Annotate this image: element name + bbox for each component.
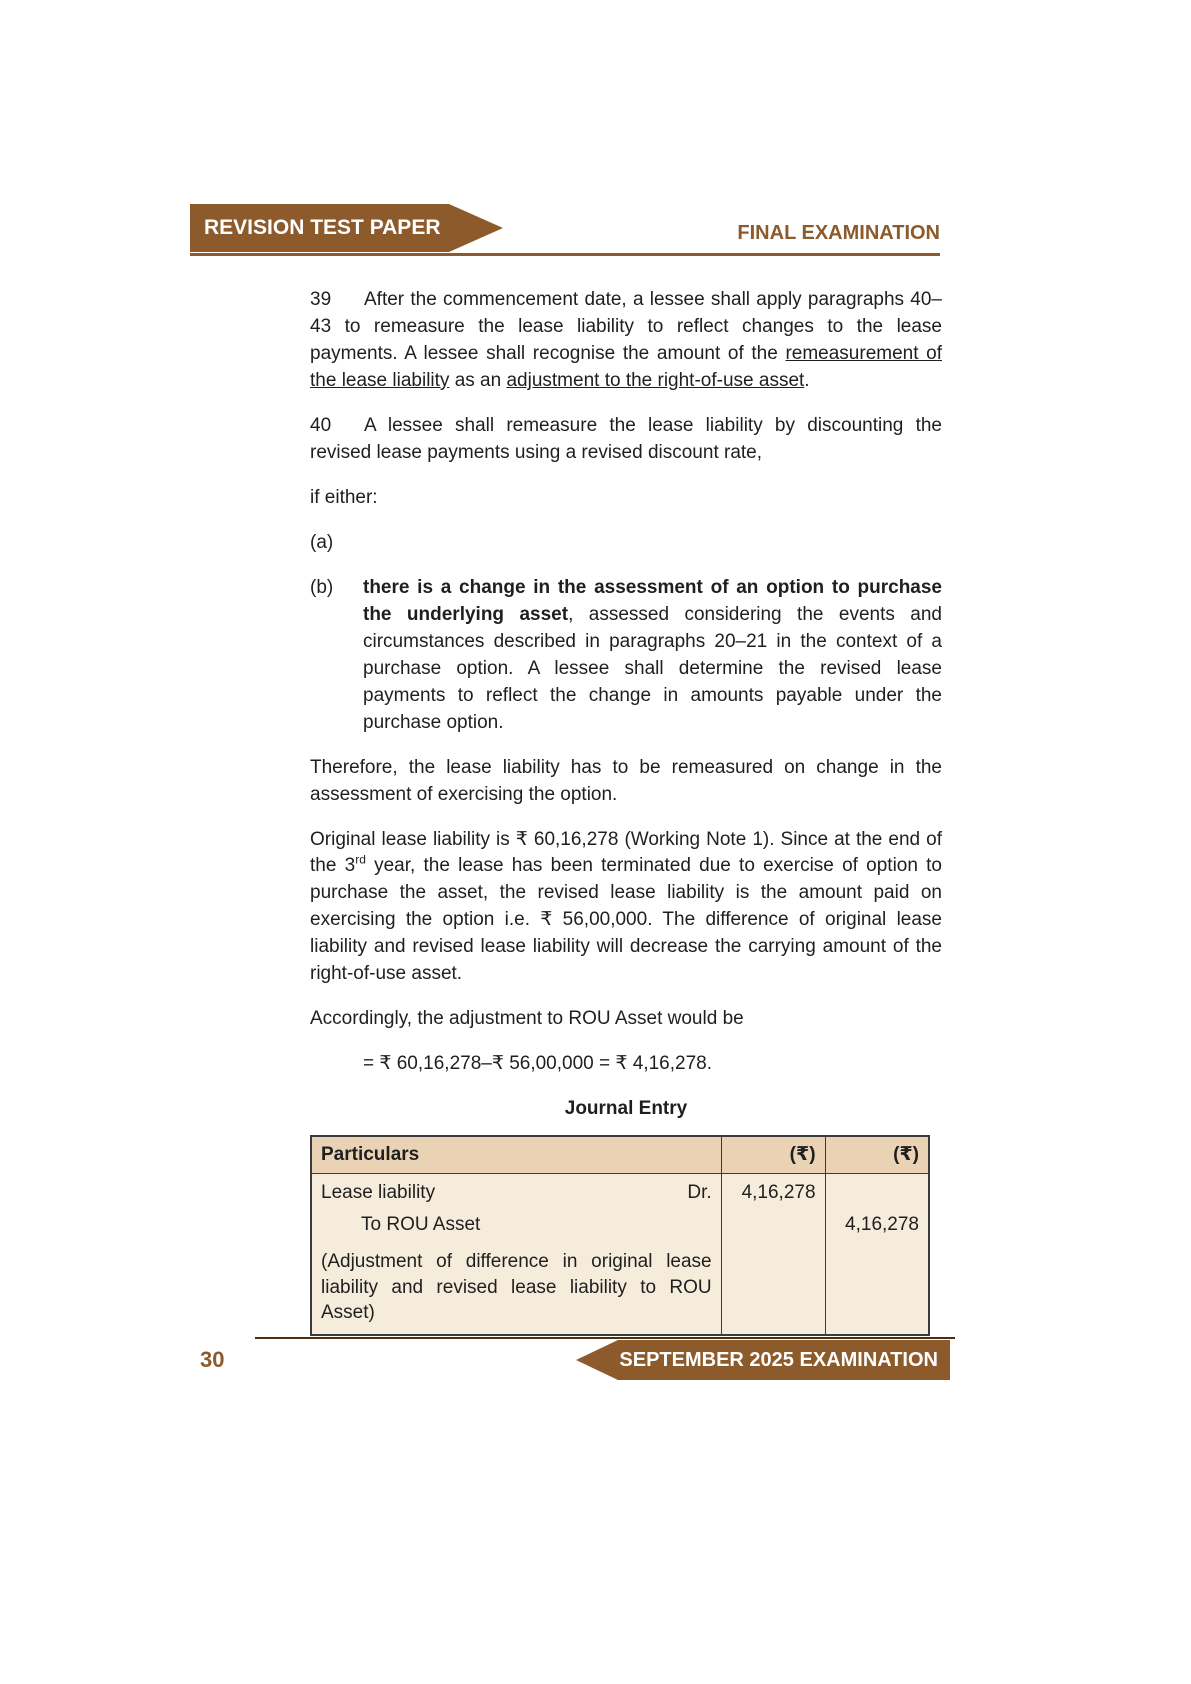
column-header-debit-rupees: (₹) <box>721 1136 825 1173</box>
paragraph-39-period: . <box>804 369 810 391</box>
header-rule <box>190 253 940 256</box>
entry-account-credit: To ROU Asset <box>361 1213 481 1235</box>
paragraph-39-number: 39 <box>310 289 332 310</box>
paragraph-if-either: if either: <box>310 486 378 508</box>
list-item-a: (a) <box>310 531 334 553</box>
list-item-b-bold-text: there is a change in the assessment of an option to purchase the underlying asset <box>363 576 942 625</box>
cell-particulars <box>311 1240 721 1335</box>
paragraph-39-underline-1: remeasurement of the lease liability <box>310 342 942 391</box>
footer-rule <box>255 1337 955 1339</box>
paragraph-original-text-2: year, the lease has been terminated due to exercise of option to purchase the asset, the revised lease liability is the amount paid on exercising the option i.e. ₹ 56,00,000. The difference of original lease liability and revised lease liability will decrease the carrying amount of the right-of-use asset. <box>310 855 942 985</box>
journal-entry-table <box>310 1135 930 1336</box>
list-item-b-label: (b) <box>310 576 334 598</box>
banner-arrow-right-icon <box>449 204 503 252</box>
cell-debit-amount: 4,16,278 <box>721 1173 825 1208</box>
cell-credit-amount: 4,16,278 <box>825 1209 929 1241</box>
banner-arrow-left-icon <box>576 1340 618 1380</box>
column-header-particulars: Particulars <box>311 1136 721 1173</box>
cell-particulars <box>311 1209 721 1241</box>
header-banner <box>190 204 449 252</box>
document-body <box>310 287 942 1336</box>
header-exam-title: FINAL EXAMINATION <box>737 222 940 244</box>
paragraph-40 <box>310 413 942 467</box>
table-row <box>311 1240 929 1335</box>
entry-narration: (Adjustment of difference in original lease liability and revised lease liability to ROU Asset) <box>321 1251 712 1324</box>
column-header-credit-rupees: (₹) <box>825 1136 929 1173</box>
cell-debit-amount <box>721 1240 825 1335</box>
paragraph-39-text: After the commencement date, a lessee shall apply paragraphs 40–43 to remeasure the lease liability to reflect changes to the lease payments. A lessee shall recognise the amount of the <box>310 289 942 364</box>
entry-dr-suffix: Dr. <box>687 1181 712 1203</box>
page-number: 30 <box>200 1347 225 1372</box>
table-row <box>311 1209 929 1241</box>
list-item-b-text: , assessed considering the events and circumstances described in paragraphs 20–21 in the context of a purchase option. A lessee shall determine the revised lease payments to reflect the change in amounts payable under the purchase option. <box>363 603 942 733</box>
footer-banner-label: SEPTEMBER 2025 EXAMINATION <box>619 1349 938 1371</box>
table-header-row <box>311 1136 929 1173</box>
ordinal-superscript: rd <box>355 853 366 868</box>
paragraph-accordingly: Accordingly, the adjustment to ROU Asset would be <box>310 1008 744 1030</box>
table-row <box>311 1173 929 1208</box>
paragraph-39 <box>310 287 942 395</box>
cell-debit-amount <box>721 1209 825 1241</box>
cell-credit-amount <box>825 1240 929 1335</box>
cell-credit-amount <box>825 1173 929 1208</box>
paragraph-39-text-2: as an <box>449 369 507 391</box>
paragraph-therefore: Therefore, the lease liability has to be remeasured on change in the assessment of exercising the option. <box>310 756 942 805</box>
paragraph-original-liability <box>310 827 942 989</box>
footer-banner <box>618 1340 950 1380</box>
adjustment-equation: = ₹ 60,16,278–₹ 56,00,000 = ₹ 4,16,278. <box>363 1053 712 1075</box>
paragraph-40-number: 40 <box>310 414 332 436</box>
paragraph-39-underline-2: adjustment to the right-of-use asset <box>506 369 805 391</box>
entry-account-debit: Lease liability <box>321 1181 436 1203</box>
header-banner-label: REVISION TEST PAPER <box>204 216 441 239</box>
journal-entry-heading: Journal Entry <box>564 1098 688 1120</box>
cell-particulars <box>311 1173 721 1208</box>
paragraph-40-text: A lessee shall remeasure the lease liability by discounting the revised lease payments using a revised discount rate, <box>310 414 942 463</box>
list-item-b <box>310 575 942 737</box>
paragraph-original-text-1: Original lease liability is ₹ 60,16,278 (Working Note 1). Since at the end of the 3 <box>310 828 942 877</box>
